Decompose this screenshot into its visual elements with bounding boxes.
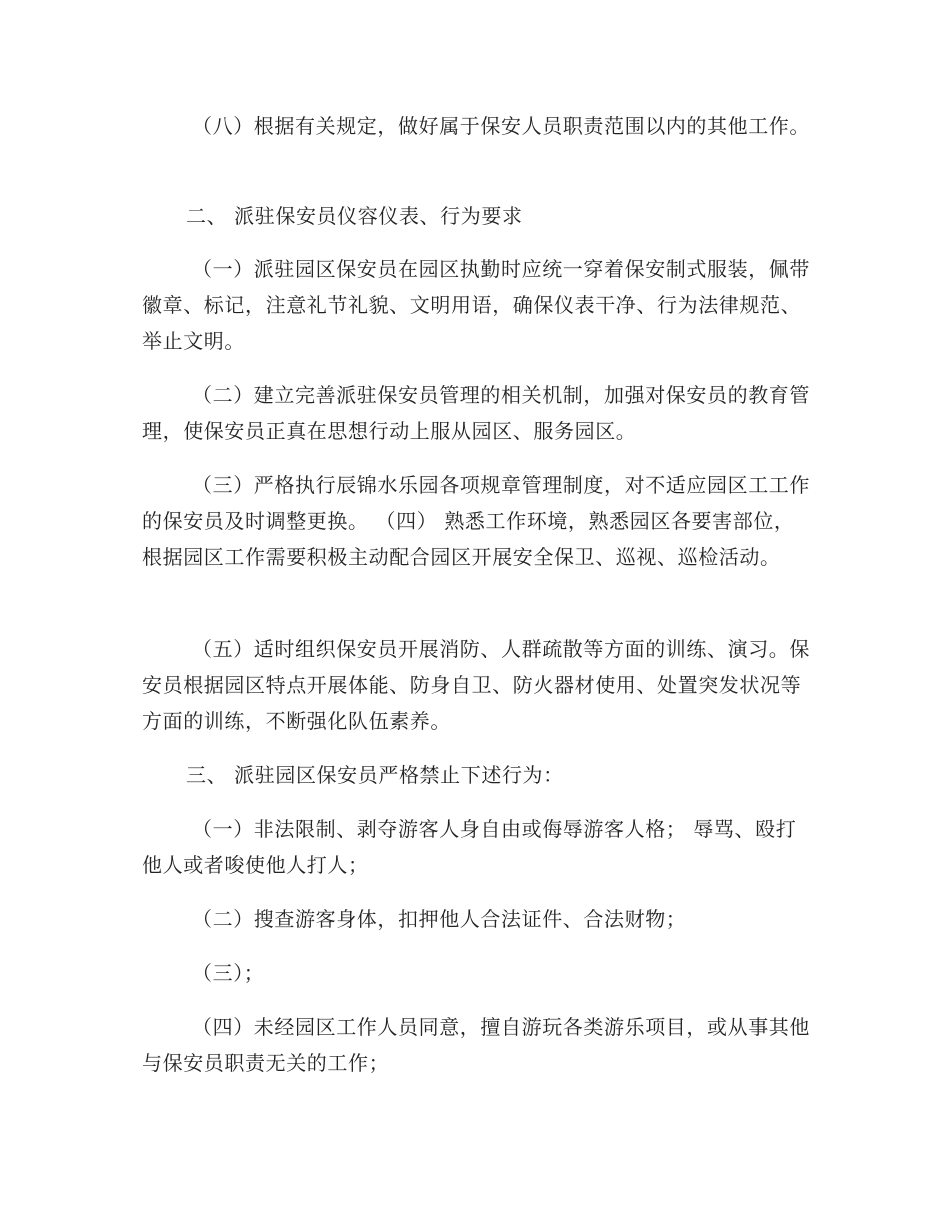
paragraph-prohibited-unauthorized: （四）未经园区工作人员同意，擅自游玩各类游乐项目，或从事其他与保安员职责无关的工作； bbox=[142, 1015, 810, 1075]
paragraph-rules-and-environment: （三）严格执行辰锦水乐园各项规章管理制度，对不适应园区工工作的保安员及时调整更换。 （四） 熟悉工作环境，熟悉园区各要害部位，根据园区工作需要积极主动配合园区开展安全保卫、巡视、巡检活动。 bbox=[142, 473, 810, 569]
section-heading-3: 三、 派驻园区保安员严格禁止下述行为： bbox=[186, 763, 564, 787]
paragraph-training: （五）适时组织保安员开展消防、人群疏散等方面的训练、演习。保安员根据园区特点开展体能、防身自卫、防火器材使用、处置突发状况等方面的训练，不断强化队伍素养。 bbox=[142, 637, 810, 733]
paragraph-management: （二）建立完善派驻保安员管理的相关机制，加强对保安员的教育管理，使保安员正真在思想行动上服从园区、服务园区。 bbox=[142, 383, 810, 443]
paragraph-8-other-duties: （八）根据有关规定，做好属于保安人员职责范围以内的其他工作。 bbox=[192, 114, 810, 138]
paragraph-prohibited-restriction: （一）非法限制、剥夺游客人身自由或侮辱游客人格； 辱骂、殴打他人或者唆使他人打人； bbox=[142, 817, 797, 877]
paragraph-prohibited-search: （二）搜查游客身体，扣押他人合法证件、合法财物； bbox=[192, 907, 687, 931]
paragraph-prohibited-3: （三）； bbox=[192, 961, 265, 985]
paragraph-uniform: （一）派驻园区保安员在园区执勤时应统一穿着保安制式服装，佩带徽章、标记，注意礼节礼貌、文明用语，确保仪表干净、行为法律规范、举止文明。 bbox=[142, 257, 810, 353]
section-heading-2: 二、 派驻保安员仪容仪表、行为要求 bbox=[186, 204, 523, 228]
